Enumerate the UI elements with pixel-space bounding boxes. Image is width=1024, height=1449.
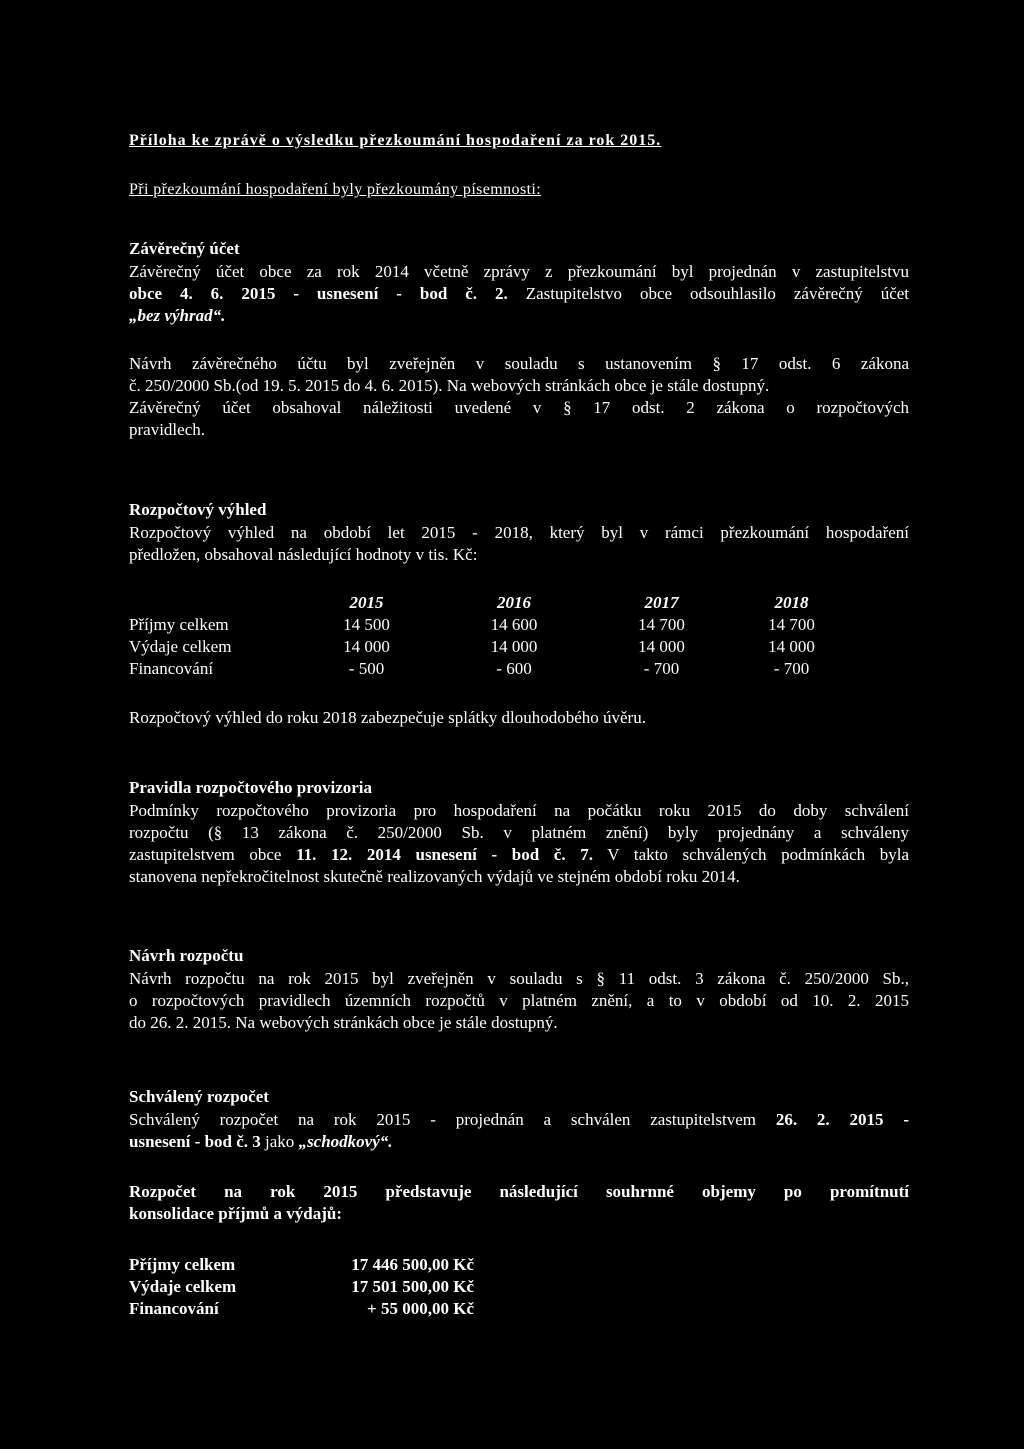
text-line: do 26. 2. 2015. Na webových stránkách obce je stále dostupný.	[129, 1013, 558, 1032]
approval-status: „bez výhrad“.	[129, 306, 226, 325]
section-zaverecny-ucet-text	[129, 261, 909, 327]
table-row	[129, 636, 849, 658]
section-navrh-rozpoctu-text	[129, 968, 909, 1034]
table-cell: - 700	[773, 659, 810, 678]
text-line: pravidlech.	[129, 420, 205, 439]
row-label: Výdaje celkem	[129, 637, 232, 656]
text-line: Závěrečný účet obsahoval náležitosti uvedené v § 17 odst. 2 zákona o rozpočtových	[129, 398, 909, 417]
table-cell: + 55 000,00 Kč	[367, 1299, 474, 1318]
page-title: Příloha ke zprávě o výsledku přezkoumání hospodaření za rok 2015.	[129, 132, 662, 149]
row-label: Financování	[129, 1299, 219, 1318]
table-cell: - 700	[643, 659, 680, 678]
section-heading-navrh-rozpoctu: Návrh rozpočtu	[129, 946, 244, 965]
row-label: Příjmy celkem	[129, 1255, 236, 1274]
section-heading-rozpoctovy-vyhled: Rozpočtový výhled	[129, 500, 267, 519]
text-fragment: Schválený rozpočet na rok 2015 - projednán a schválen zastupitelstvem	[129, 1110, 756, 1129]
text-line	[129, 283, 909, 305]
table-cell: - 600	[496, 659, 532, 678]
text-line: Rozpočtový výhled na období let 2015 - 2018, který byl v rámci přezkoumání hospodaření	[129, 523, 909, 542]
text-line: Návrh rozpočtu na rok 2015 byl zveřejněn v souladu s § 11 odst. 3 zákona č. 250/2000 Sb.,	[129, 969, 909, 988]
table-cell: 14 000	[638, 637, 685, 656]
outlook-note: Rozpočtový výhled do roku 2018 zabezpečuje splátky dlouhodobého úvěru.	[129, 708, 646, 727]
section-heading-zaverecny-ucet: Závěrečný účet	[129, 239, 240, 258]
table-row	[129, 658, 849, 680]
row-label: Příjmy celkem	[129, 615, 229, 634]
text-line: o rozpočtových pravidlech územních rozpočtů v platném znění, a to v období od 10. 2. 2015	[129, 991, 909, 1010]
section-heading-provizorium: Pravidla rozpočtového provizoria	[129, 778, 373, 797]
table-cell: 17 446 500,00 Kč	[351, 1255, 474, 1274]
table-row	[129, 1298, 474, 1320]
text-line: Rozpočet na rok 2015 představuje následující souhrnné objemy po promítnutí	[129, 1182, 909, 1201]
table-row	[129, 1254, 474, 1276]
year-header: 2016	[497, 593, 531, 612]
table-header-row	[129, 592, 849, 614]
table-row	[129, 1276, 474, 1298]
text-fragment: Zastupitelstvo obce odsouhlasilo závěrečný účet	[525, 284, 910, 303]
budget-summary-table	[129, 1254, 474, 1320]
text-fragment: V takto schválených podmínkách byla	[607, 845, 910, 864]
year-header: 2017	[644, 593, 679, 612]
table-cell: 14 600	[490, 615, 538, 634]
resolution-date: 26. 2. 2015 -	[775, 1110, 909, 1129]
section-rozpoctovy-vyhled-text	[129, 522, 909, 566]
outlook-table	[129, 592, 849, 680]
text-line: č. 250/2000 Sb.(od 19. 5. 2015 do 4. 6. 2015). Na webových stránkách obce je stále dostupný.	[129, 376, 770, 395]
text-line: rozpočtu (§ 13 zákona č. 250/2000 Sb. v platném znění) byly projednány a schváleny	[129, 823, 909, 842]
text-line: konsolidace příjmů a výdajů:	[129, 1204, 342, 1223]
table-corner-cell	[129, 592, 294, 614]
resolution-ref: 11. 12. 2014 usnesení - bod č. 7.	[296, 845, 593, 864]
page-subtitle: Při přezkoumání hospodaření byly přezkoumány písemnosti:	[129, 181, 542, 198]
text-fragment: jako	[265, 1132, 295, 1151]
text-line: Závěrečný účet obce za rok 2014 včetně zprávy z přezkoumání byl projednán v zastupitelstvu	[129, 262, 909, 281]
year-header: 2018	[774, 593, 809, 612]
text-line: předložen, obsahoval následující hodnoty v tis. Kč:	[129, 545, 478, 564]
text-line: Návrh závěrečného účtu byl zveřejněn v souladu s ustanovením § 17 odst. 6 zákona	[129, 354, 909, 373]
text-line	[129, 1131, 909, 1153]
text-line: Podmínky rozpočtového provizoria pro hospodaření na počátku roku 2015 do doby schválení	[129, 801, 909, 820]
text-line	[129, 1109, 909, 1131]
text-line	[129, 844, 909, 866]
table-cell: 14 000	[768, 637, 815, 656]
resolution-ref: usnesení - bod č. 3	[129, 1132, 261, 1151]
row-label: Financování	[129, 659, 214, 678]
text-fragment: zastupitelstvem obce	[129, 845, 282, 864]
table-row	[129, 614, 849, 636]
budget-type: „schodkový“.	[298, 1132, 393, 1151]
resolution-ref: obce 4. 6. 2015 - usnesení - bod č. 2.	[129, 284, 508, 303]
year-header: 2015	[349, 593, 384, 612]
table-cell: 14 500	[343, 615, 390, 634]
section-schvaleny-rozpocet-text	[129, 1109, 909, 1153]
table-cell: 14 000	[343, 637, 390, 656]
text-line: stanovena nepřekročitelnost skutečně realizovaných výdajů ve stejném období roku 2014.	[129, 867, 740, 886]
section-heading-schvaleny-rozpocet: Schválený rozpočet	[129, 1087, 269, 1106]
row-label: Výdaje celkem	[129, 1277, 237, 1296]
table-cell: 14 000	[490, 637, 538, 656]
table-cell: 17 501 500,00 Kč	[351, 1277, 474, 1296]
section-rozpocet-2015-intro	[129, 1181, 909, 1225]
section-provizorium-text	[129, 800, 909, 888]
table-cell: - 500	[348, 659, 385, 678]
section-zaverecny-ucet-publication	[129, 353, 909, 441]
table-cell: 14 700	[768, 615, 815, 634]
table-cell: 14 700	[638, 615, 685, 634]
